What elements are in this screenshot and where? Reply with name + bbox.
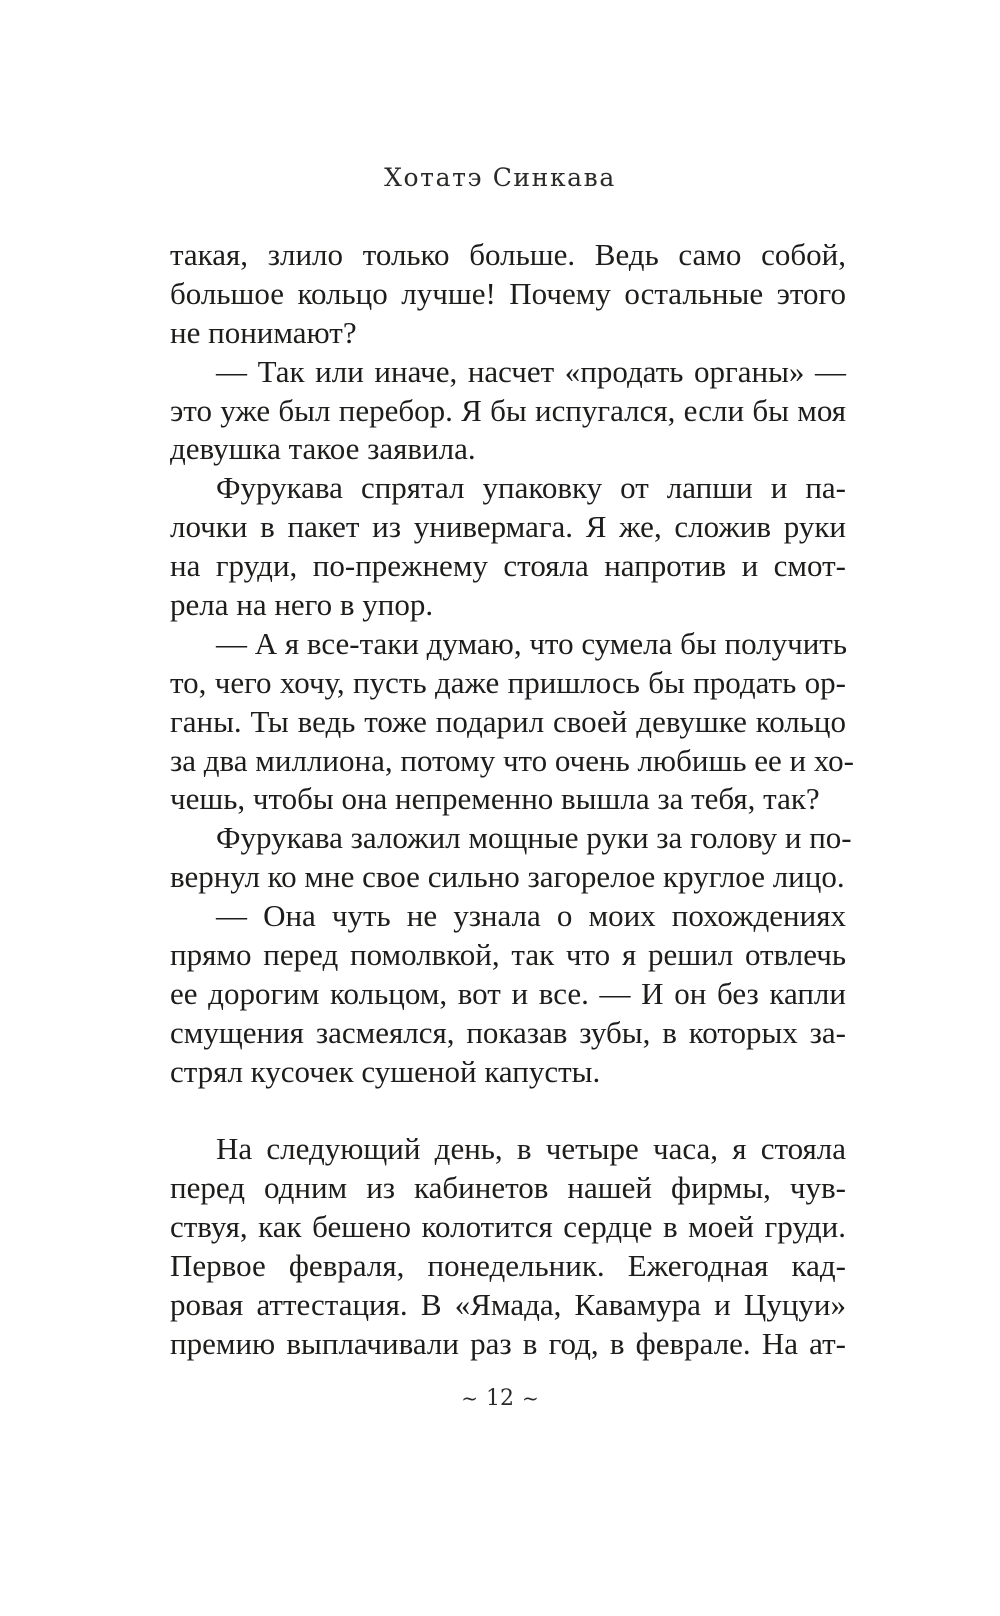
page-number: 12 xyxy=(486,1386,514,1411)
text-line: ее дорогим кольцом, вот и все. — И он без капли xyxy=(170,975,846,1011)
text-line: рела на него в упор. xyxy=(170,587,434,623)
folio-ornament-left: ~ xyxy=(461,1386,478,1410)
text-line: то, чего хочу, пусть даже пришлось бы продать ор- xyxy=(170,664,846,700)
text-line: чешь, чтобы она непременно вышла за тебя, так? xyxy=(170,781,820,817)
text-line: перед одним из кабинетов нашей фирмы, чув- xyxy=(170,1170,846,1206)
folio-ornament-right: ~ xyxy=(522,1386,539,1410)
text-line: — Она чуть не узнала о моих похождениях xyxy=(216,898,846,934)
section-break xyxy=(170,1092,846,1131)
text-line: прямо перед помолвкой, так что я решил отвлечь xyxy=(170,937,846,973)
body-text xyxy=(170,236,854,1364)
text-line: это уже был перебор. Я бы испугался, если бы моя xyxy=(170,392,846,428)
text-line: на груди, по-прежнему стояла напротив и смот- xyxy=(170,548,846,584)
text-line: за два миллиона, потому что очень любишь ее и хо- xyxy=(170,742,854,778)
text-line: ровая аттестация. В «Ямада, Кавамура и Цуцуи» xyxy=(170,1287,846,1323)
text-line: стрял кусочек сушеной капусты. xyxy=(170,1053,601,1089)
text-line: премию выплачивали раз в год, в феврале. На ат- xyxy=(170,1325,846,1361)
text-line: ганы. Ты ведь тоже подарил своей девушке кольцо xyxy=(170,703,846,739)
text-line: вернул ко мне свое сильно загорелое круглое лицо. xyxy=(170,859,845,895)
text-line: смущения засмеялся, показав зубы, в которых за- xyxy=(170,1014,846,1050)
text-line: Фурукава заложил мощные руки за голову и по- xyxy=(216,820,852,856)
text-line: лочки в пакет из универмага. Я же, сложив руки xyxy=(170,509,846,545)
text-line: — Так или иначе, насчет «продать органы» — xyxy=(216,353,846,389)
text-line: — А я все-таки думаю, что сумела бы получить xyxy=(216,625,847,661)
text-line: не понимают? xyxy=(170,314,357,350)
text-line: большое кольцо лучше! Почему остальные этого xyxy=(170,275,846,311)
text-line: На следующий день, в четыре часа, я стояла xyxy=(216,1131,846,1167)
text-line: девушка такое заявила. xyxy=(170,431,476,467)
text-line: Первое февраля, понедельник. Ежегодная кад- xyxy=(170,1248,846,1284)
text-line: Фурукава спрятал упаковку от лапши и па- xyxy=(216,470,846,506)
running-head-author: Хотатэ Синкава xyxy=(384,163,616,192)
text-line: такая, злило только больше. Ведь само собой, xyxy=(170,237,846,272)
text-line: ствуя, как бешено колотится сердце в моей груди. xyxy=(170,1209,846,1245)
page-number-footer xyxy=(0,1384,1000,1413)
